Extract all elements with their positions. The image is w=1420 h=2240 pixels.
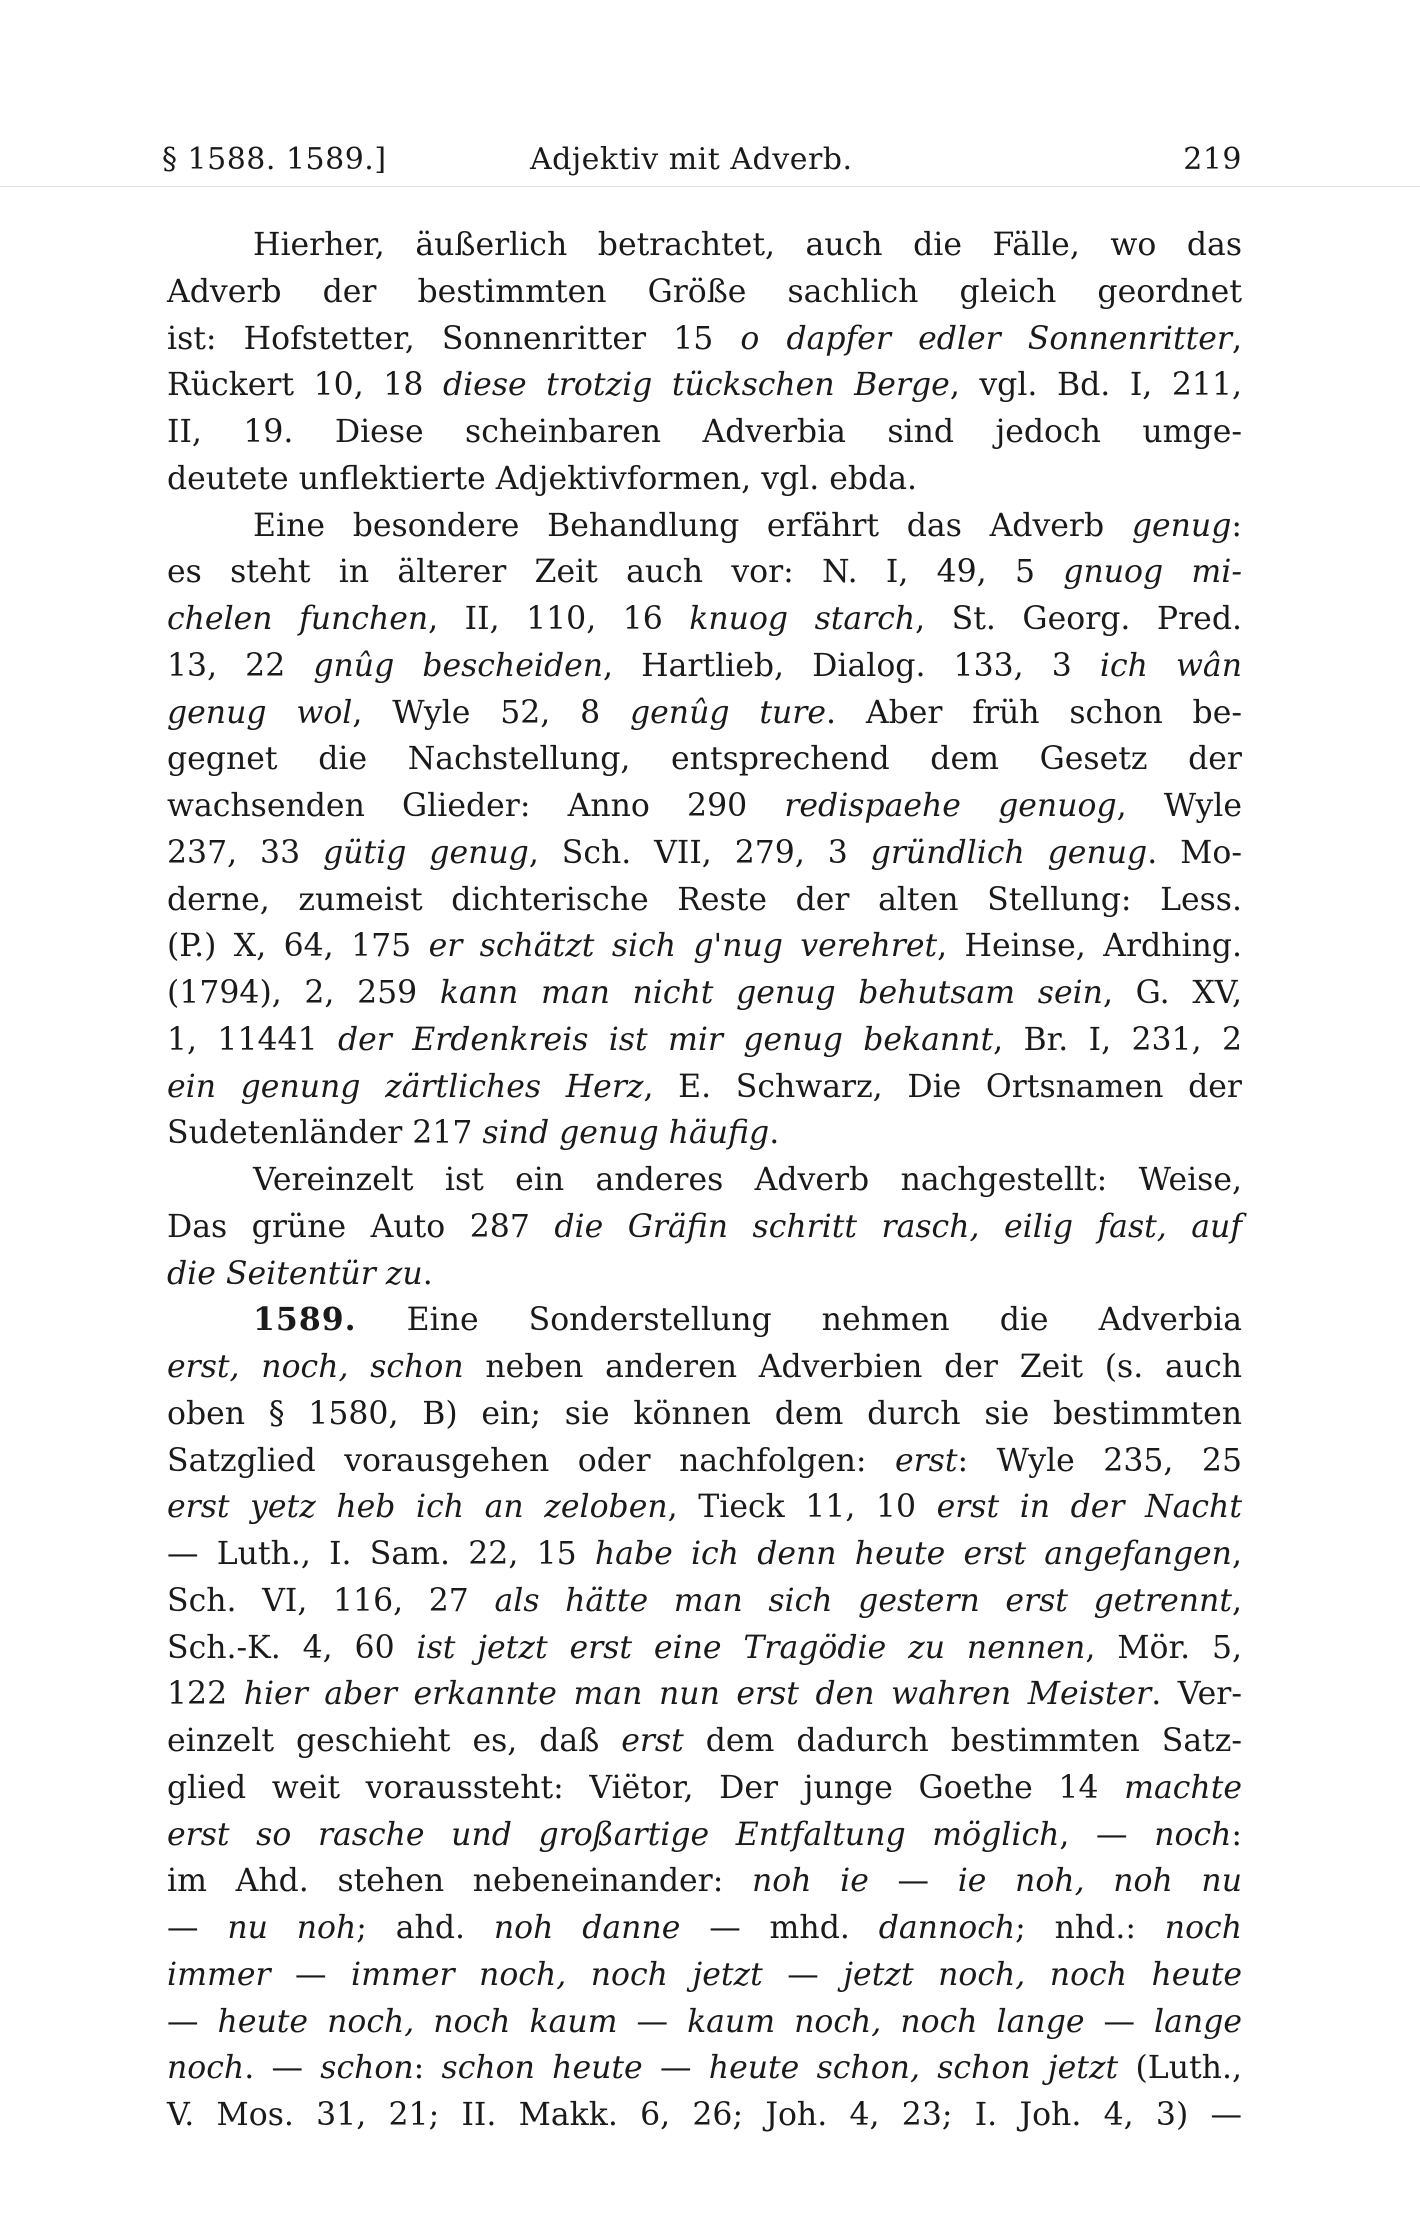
italic-text: die Seitentür zu (167, 1255, 423, 1292)
text-segment: . — (244, 2050, 321, 2087)
italic-text: erst (894, 1442, 958, 1479)
text-segment: gegnet die Nachstellung, entsprechend dem Gesetz der (167, 741, 1242, 778)
text-line (167, 877, 1242, 924)
body-text (167, 222, 1242, 2139)
text-segment: 237, 33 (167, 834, 324, 871)
text-line (167, 1017, 1242, 1064)
text-segment: , Heinse, Ardhing. (937, 928, 1242, 965)
italic-text: er schätzt sich g'nug verehret (428, 928, 938, 965)
text-line (167, 1391, 1242, 1438)
header-rule (0, 186, 1420, 187)
running-header (162, 132, 1242, 182)
text-segment: — (167, 2003, 218, 2040)
text-line (167, 1625, 1242, 1672)
text-line (167, 923, 1242, 970)
text-segment: : (413, 2050, 442, 2087)
italic-text: erst (621, 1723, 684, 1759)
italic-text: gnûg bescheiden (313, 647, 604, 684)
italic-text: dannoch (878, 1910, 1016, 1946)
italic-text: machte (1124, 1769, 1242, 1806)
text-line (167, 2045, 1242, 2092)
italic-text: kaum noch, noch lange (687, 2003, 1085, 2040)
italic-text: lange (1154, 2003, 1242, 2040)
text-line (167, 1952, 1242, 1999)
text-segment: Hierher, äußerlich betrachtet, auch die Fälle, wo das (253, 227, 1242, 263)
text-segment: Das grüne Auto 287 (167, 1208, 555, 1245)
text-segment: V. Mos. 31, 21; II. Makk. 6, 26; Joh. 4, 23; I. Joh. 4, 3) — (167, 2097, 1242, 2133)
text-line (167, 362, 1242, 409)
italic-text: gütig genug (323, 834, 529, 871)
text-line (167, 1438, 1242, 1485)
text-line (167, 1251, 1242, 1298)
text-line (167, 1110, 1242, 1157)
text-segment: , — (1059, 1816, 1155, 1853)
text-segment: : Wyle 235, 25 (957, 1442, 1242, 1479)
text-segment: , Tieck 11, 10 (667, 1489, 937, 1526)
italic-text: schon heute (441, 2050, 643, 2087)
italic-text: diese trotzig tückschen Berge (442, 367, 950, 404)
italic-text: ein genung zärtliches Herz (167, 1068, 644, 1105)
text-line (167, 1484, 1242, 1531)
text-segment: , Wyle 52, 8 (352, 694, 630, 731)
section-number: 1589. (253, 1301, 357, 1339)
text-segment: Sudetenländer 217 (167, 1115, 483, 1152)
text-line (167, 1157, 1242, 1204)
text-segment: — (167, 1910, 228, 1946)
italic-text: sind genug häufig (482, 1115, 770, 1152)
text-segment: , vgl. Bd. I, 211, (949, 367, 1242, 404)
text-segment: oben § 1580, B) ein; sie können dem durch sie bestimmten (167, 1395, 1242, 1432)
text-line (167, 1578, 1242, 1625)
italic-text: o dapfer edler Sonnenritter (740, 320, 1232, 357)
text-segment: , G. XV, (1102, 975, 1242, 1011)
text-segment: 1, 11441 (167, 1021, 338, 1058)
text-segment: : (1231, 507, 1242, 544)
text-segment: II, 19. Diese scheinbaren Adverbia sind jedoch umge- (167, 414, 1242, 450)
text-line (167, 222, 1242, 269)
text-line (167, 1718, 1242, 1765)
text-segment: . Mo- (1147, 834, 1242, 871)
text-segment: glied weit voraussteht: Viëtor, Der junge Goethe 14 (167, 1769, 1125, 1806)
text-segment: : (1231, 1816, 1242, 1853)
text-segment: Sch.-K. 4, 60 (167, 1629, 417, 1666)
page-number: 219 (1183, 142, 1242, 177)
italic-text: kann man nicht genug behutsam sein (439, 975, 1103, 1011)
text-segment: Vereinzelt ist ein anderes Adverb nachgestellt: Weise, (253, 1162, 1242, 1198)
text-segment: einzelt geschieht es, daß (167, 1723, 622, 1759)
text-segment: , II, 110, 16 (428, 601, 690, 637)
text-segment: , Mör. 5, (1085, 1629, 1243, 1666)
italic-text: noch (167, 2050, 245, 2087)
text-segment: . Aber früh schon be- (826, 694, 1243, 731)
text-segment: (Luth., (1118, 2050, 1242, 2087)
text-segment: , Wyle (1116, 788, 1242, 824)
italic-text: gründlich genug (870, 834, 1148, 871)
text-segment: , Sch. VII, 279, 3 (528, 834, 871, 871)
text-line (167, 690, 1242, 737)
running-title: Adjektiv mit Adverb. (530, 142, 853, 177)
text-segment: , Br. I, 231, 2 (993, 1021, 1242, 1058)
text-segment: 13, 22 (167, 647, 314, 684)
italic-text: gnuog mi- (1063, 554, 1243, 591)
italic-text: erst so rasche und großartige Entfaltung möglich (167, 1816, 1060, 1853)
italic-text: heute noch, noch kaum (217, 2003, 618, 2040)
text-segment: — (762, 1956, 844, 1993)
italic-text: noch (1164, 1910, 1242, 1946)
text-segment: 122 (167, 1676, 244, 1713)
text-line (167, 830, 1242, 877)
text-line (167, 549, 1242, 596)
text-line (167, 1812, 1242, 1859)
text-line (167, 1297, 1242, 1344)
text-segment: Rückert 10, 18 (167, 367, 443, 404)
text-segment: . Ver- (1151, 1676, 1242, 1713)
text-line (167, 316, 1242, 363)
text-segment: derne, zumeist dichterische Reste der alten Stellung: Less. (167, 881, 1242, 918)
text-segment: , (1231, 320, 1242, 357)
text-segment: ; nhd.: (1015, 1910, 1165, 1946)
italic-text: erst in der Nacht (936, 1489, 1242, 1526)
italic-text: hier aber erkannte man nun erst den wahren Meister (243, 1676, 1152, 1713)
italic-text: heute schon, schon jetzt (708, 2050, 1119, 2087)
text-line (167, 1671, 1242, 1718)
text-segment: neben anderen Adverbien der Zeit (s. auch (463, 1349, 1242, 1385)
text-line (167, 783, 1242, 830)
text-segment: Eine Sonderstellung nehmen die Adverbia (356, 1302, 1242, 1339)
italic-text: ie noh, noh nu (957, 1863, 1242, 1900)
text-segment: — (1084, 2003, 1155, 2040)
text-line (167, 1064, 1242, 1111)
text-segment: Satzglied vorausgehen oder nachfolgen: (167, 1442, 895, 1479)
text-segment: . (422, 1255, 433, 1292)
italic-text: genug (1131, 507, 1232, 544)
italic-text: als hätte man sich gestern erst getrennt (494, 1582, 1232, 1619)
text-line (167, 643, 1242, 690)
italic-text: chelen funchen (167, 601, 429, 637)
text-line (167, 269, 1242, 316)
italic-text: immer (167, 1956, 271, 1993)
text-segment: — Luth., I. Sam. 22, 15 (167, 1536, 595, 1572)
text-line (167, 970, 1242, 1017)
section-reference: § 1588. 1589.] (162, 142, 387, 177)
text-segment: , St. Georg. Pred. (915, 601, 1242, 637)
text-segment: , (1231, 1582, 1242, 1619)
text-line (167, 456, 1242, 503)
text-line (167, 596, 1242, 643)
text-segment: ; ahd. (356, 1910, 494, 1946)
italic-text: redispaehe genuog (784, 788, 1117, 824)
italic-text: erst, noch, schon (167, 1349, 464, 1385)
text-segment: ist: Hofstetter, Sonnenritter 15 (167, 320, 741, 357)
italic-text: habe ich denn heute erst angefangen (594, 1536, 1232, 1572)
text-line (167, 1905, 1242, 1952)
italic-text: immer noch, noch jetzt (351, 1956, 763, 1993)
italic-text: erst yetz heb ich an zeloben (167, 1489, 668, 1526)
text-segment: (P.) X, 64, 175 (167, 928, 429, 965)
italic-text: jetzt noch, noch heute (843, 1956, 1243, 1993)
italic-text: noh danne (493, 1910, 681, 1946)
text-segment: im Ahd. stehen nebeneinander: (167, 1863, 752, 1900)
text-line (167, 503, 1242, 550)
text-segment: wachsenden Glieder: Anno 290 (167, 788, 785, 824)
text-line (167, 2092, 1242, 2139)
italic-text: schon (320, 2050, 414, 2087)
italic-text: der Erdenkreis ist mir genug bekannt (337, 1021, 994, 1058)
text-segment: . (769, 1115, 780, 1152)
italic-text: noh ie (751, 1863, 869, 1900)
text-segment: dem dadurch bestimmten Satz- (683, 1723, 1242, 1759)
italic-text: genug wol (167, 694, 353, 731)
text-line (167, 736, 1242, 783)
text-segment: — (617, 2003, 688, 2040)
text-line (167, 1204, 1242, 1251)
text-segment: , Hartlieb, Dialog. 133, 3 (603, 647, 1100, 684)
italic-text: nu noh (227, 1910, 357, 1946)
text-segment: — (270, 1956, 352, 1993)
italic-text: ich wân (1099, 647, 1242, 684)
text-line (167, 409, 1242, 456)
italic-text: knuog starch (689, 601, 916, 637)
text-segment: — mhd. (680, 1910, 879, 1946)
text-segment: , (1231, 1536, 1242, 1572)
text-segment: , E. Schwarz, Die Ortsnamen der (643, 1068, 1242, 1105)
text-line (167, 1858, 1242, 1905)
text-line (167, 1999, 1242, 2046)
text-segment: deutete unflektierte Adjektivformen, vgl. ebda. (167, 460, 918, 497)
text-segment: es steht in älterer Zeit auch vor: N. I, 49, 5 (167, 554, 1064, 591)
text-line (167, 1344, 1242, 1391)
italic-text: genûg ture (630, 694, 827, 731)
text-segment: — (642, 2050, 709, 2087)
text-segment: Eine besondere Behandlung erfährt das Adverb (253, 507, 1132, 544)
text-line (167, 1531, 1242, 1578)
text-segment: — (868, 1863, 958, 1900)
text-segment: (1794), 2, 259 (167, 975, 440, 1011)
italic-text: noch (1154, 1816, 1232, 1853)
text-segment: Sch. VI, 116, 27 (167, 1582, 495, 1619)
text-segment: Adverb der bestimmten Größe sachlich gleich geordnet (167, 273, 1242, 310)
italic-text: ist jetzt erst eine Tragödie zu nennen (416, 1629, 1086, 1666)
text-line (167, 1765, 1242, 1812)
italic-text: die Gräfin schritt rasch, eilig fast, auf (554, 1208, 1242, 1245)
